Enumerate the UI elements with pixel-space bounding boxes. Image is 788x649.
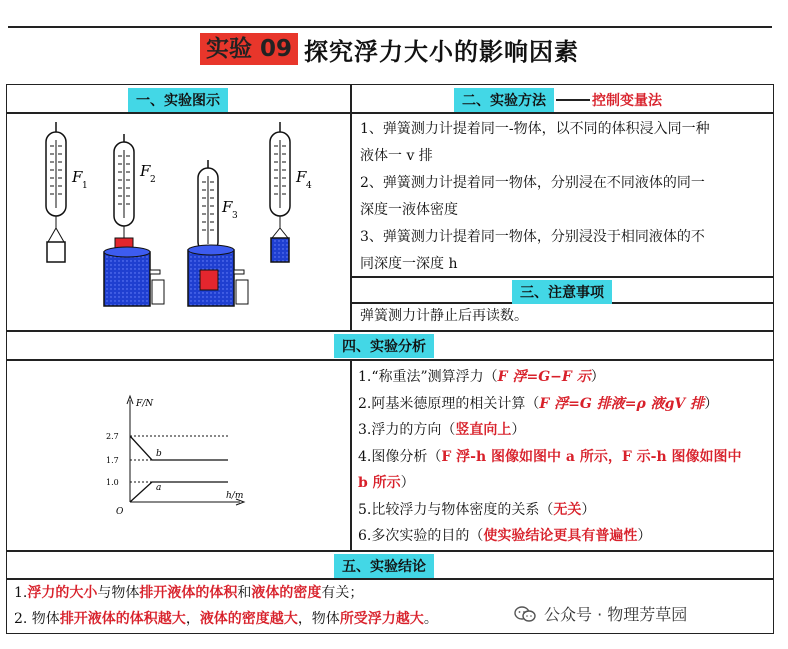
graph-tick: 1.0 — [106, 478, 119, 487]
text: 2. 物体 — [14, 611, 60, 627]
text: 2.阿基米德原理的相关计算（ — [358, 395, 540, 412]
text: 和 — [237, 585, 252, 601]
text: ， — [185, 611, 200, 627]
section1-header — [128, 88, 228, 112]
text: 与物体 — [97, 585, 140, 601]
method-line: 深度一液体密度 — [360, 202, 458, 218]
graph-origin: O — [116, 507, 124, 517]
label-f1-sub: 1 — [82, 181, 88, 191]
text: 1. — [14, 585, 28, 601]
section2-header — [454, 88, 662, 112]
formula: F 浮=G−F 示 — [497, 369, 591, 385]
section5-header-label: 五、实验结论 — [334, 554, 434, 578]
label-f1: F — [72, 168, 83, 186]
method-line: 1、弹簧测力计提着同一-物体，以不同的体积浸入同一种 — [360, 121, 710, 137]
experiment-figure — [14, 120, 344, 325]
column-divider — [350, 84, 352, 330]
spring-scale-4 — [270, 122, 290, 262]
row-divider — [6, 359, 774, 361]
answer: 无关 — [553, 501, 582, 518]
analysis-item-4 — [358, 444, 770, 471]
formula: F 浮=G 排液=ρ 液gV 排 — [539, 395, 705, 412]
row-divider — [6, 330, 774, 332]
experiment-title: 探究浮力大小的影响因素 — [304, 37, 580, 66]
text: ，物体 — [297, 611, 340, 627]
text: ） — [590, 369, 605, 385]
highlight: 排开液体的体积 — [139, 585, 238, 601]
text: ） — [704, 395, 719, 412]
analysis-item-4-cont — [358, 470, 770, 497]
highlight: 液体的密度越大 — [199, 611, 298, 627]
highlight: 排开液体的体积越大 — [59, 611, 186, 627]
label-f2-sub: 2 — [150, 175, 156, 185]
watermark-text: 公众号 · 物理芳草园 — [544, 605, 688, 624]
graph-ylabel: F/N — [136, 399, 154, 409]
row-divider — [6, 112, 774, 114]
analysis-item-1 — [358, 364, 770, 391]
method-line: 3、弹簧测力计提着同一物体，分别浸没于相同液体的不 — [360, 229, 705, 245]
label-f3: F — [222, 198, 233, 216]
label-f2: F — [140, 162, 151, 180]
method-name: 控制变量法 — [592, 93, 662, 109]
precaution-text: 弹簧测力计静止后再读数。 — [360, 308, 528, 324]
force-depth-graph — [100, 390, 250, 520]
section3-header-label: 三、注意事项 — [512, 280, 612, 304]
section2-header-label: 二、实验方法 — [454, 88, 554, 112]
analysis-list — [358, 364, 770, 550]
text: ） — [637, 528, 652, 544]
text: 4.图像分析（ — [358, 448, 442, 465]
text: 5.比较浮力与物体密度的关系（ — [358, 501, 554, 518]
method-line: 液体一 v 排 — [360, 148, 433, 164]
row-divider — [6, 578, 774, 580]
graph-xlabel: h/m — [226, 491, 244, 501]
method-line: 同深度一深度 h — [360, 256, 458, 272]
label-f3-sub: 3 — [232, 211, 238, 221]
text: 3.浮力的方向（ — [358, 422, 456, 438]
highlight: 浮力的大小 — [27, 585, 98, 601]
answer: 使实验结论更具有普遍性 — [483, 528, 638, 544]
graph-tick: 2.7 — [106, 432, 119, 441]
conclusion-line-2 — [14, 608, 438, 628]
analysis-item-6 — [358, 523, 770, 550]
text: ） — [581, 501, 596, 518]
spring-scale-3 — [188, 160, 248, 306]
text: 6.多次实验的目的（ — [358, 528, 484, 544]
method-list — [360, 116, 770, 278]
conclusion-line-1 — [14, 582, 363, 602]
analysis-item-2 — [358, 391, 770, 418]
header-dash — [556, 99, 590, 101]
wechat-icon — [514, 605, 536, 623]
label-f4: F — [296, 168, 307, 186]
column-divider — [350, 359, 352, 550]
highlight: 所受浮力越大 — [339, 611, 424, 627]
text: ） — [400, 475, 415, 491]
section3-header — [512, 280, 612, 304]
spring-scale-1 — [46, 122, 66, 262]
analysis-item-5 — [358, 497, 770, 524]
section4-header-label: 四、实验分析 — [334, 334, 434, 358]
text: 。 — [423, 611, 438, 627]
section5-header — [334, 554, 434, 578]
spring-scale-2 — [104, 134, 164, 306]
section4-header — [334, 334, 434, 358]
text: 有关； — [321, 585, 364, 601]
page-title — [200, 32, 579, 66]
method-line: 2、弹簧测力计提着同一物体，分别浸在不同液体的同一 — [360, 175, 705, 191]
answer: 竖直向上 — [455, 422, 512, 438]
analysis-item-3 — [358, 417, 770, 444]
row-divider — [6, 550, 774, 552]
section1-header-label: 一、实验图示 — [128, 88, 228, 112]
highlight: 液体的密度 — [251, 585, 322, 601]
answer: b 所示 — [358, 475, 401, 491]
answer: F 浮-h 图像如图中 a 所示，F 示-h 图像如图中 — [441, 448, 742, 465]
graph-tick: 1.7 — [106, 456, 119, 465]
top-rule — [8, 26, 772, 28]
experiment-badge: 实验 09 — [200, 33, 298, 65]
text: ） — [511, 422, 526, 438]
curve-b-label: b — [156, 449, 162, 459]
text: 1.“称重法”测算浮力（ — [358, 369, 498, 385]
watermark — [508, 600, 693, 627]
label-f4-sub: 4 — [306, 181, 312, 191]
curve-a-label: a — [156, 483, 162, 493]
